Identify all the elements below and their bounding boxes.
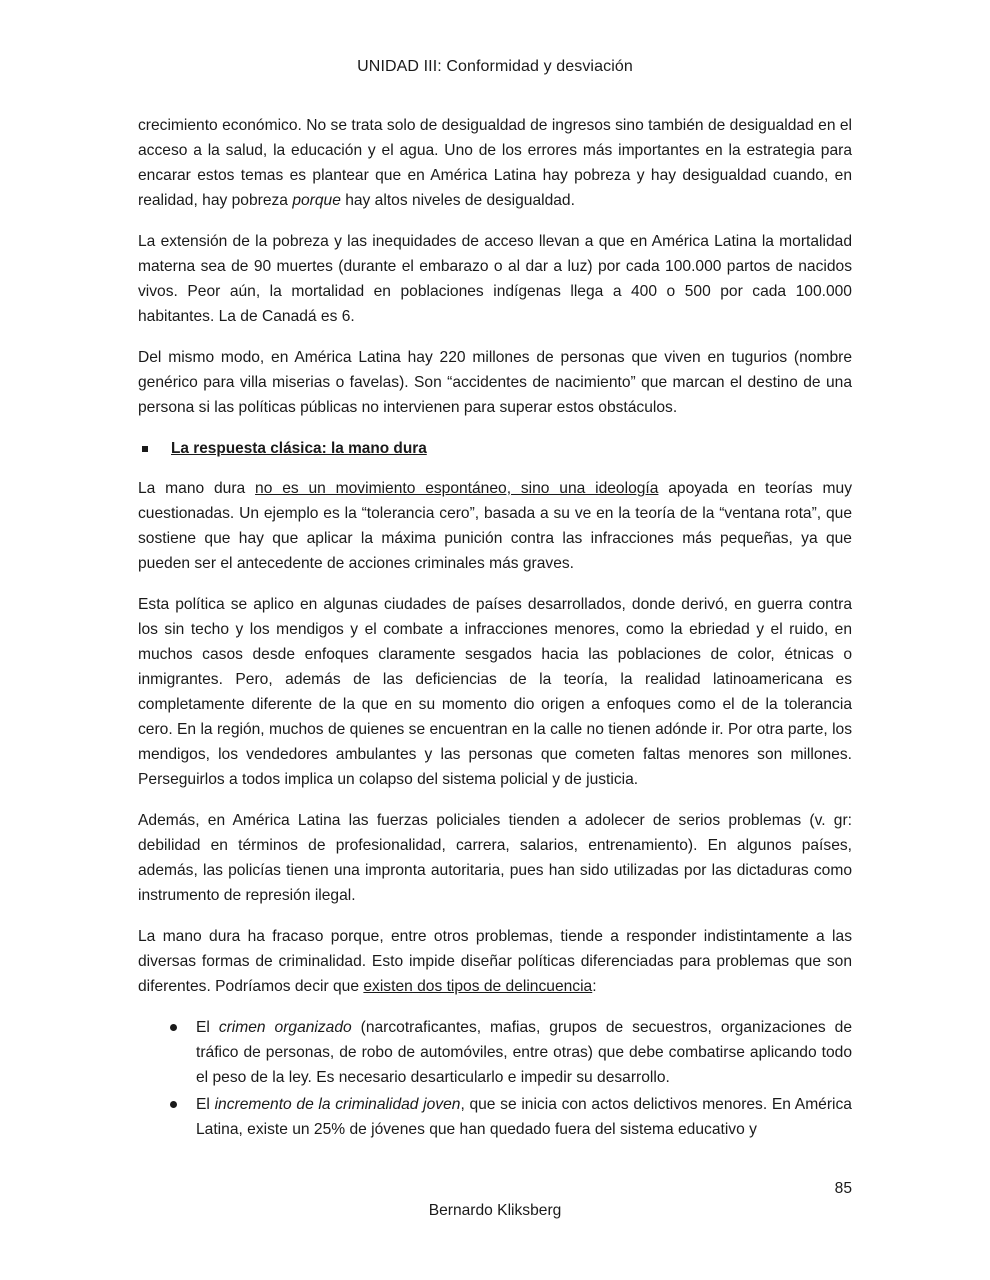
paragraph-4 bbox=[138, 476, 852, 576]
paragraph-7 bbox=[138, 924, 852, 999]
underlined-phrase: existen dos tipos de delincuencia bbox=[363, 978, 593, 995]
section-heading bbox=[138, 436, 852, 461]
emphasis-porque: porque bbox=[292, 192, 341, 209]
list-item bbox=[138, 1015, 852, 1090]
bullet-list bbox=[138, 1015, 852, 1142]
bullet-dot-icon bbox=[170, 1024, 177, 1031]
section-heading-text: La respuesta clásica: la mano dura bbox=[171, 440, 427, 457]
text-span: , que se inicia con actos delictivos menores. En América Latina, existe un 25% de jóvenes que han quedado fuera del sistema educativo y bbox=[196, 1096, 852, 1138]
text-span: El bbox=[196, 1096, 215, 1113]
text-span: apoyada en teorías muy cuestionadas. Un ejemplo es la “tolerancia cero”, basada a su ve en la teoría de la “ventana rota”, que sostiene que hay que aplicar la máxima punición contra las infracciones más pequeñas, ya que pueden ser el antecedente de acciones criminales más graves. bbox=[138, 480, 853, 572]
text-span: La mano dura bbox=[138, 480, 256, 497]
square-bullet-icon bbox=[142, 446, 148, 452]
bullet-dot-icon bbox=[170, 1101, 177, 1108]
paragraph-6: Además, en América Latina las fuerzas policiales tienden a adolecer de serios problemas (v. gr: debilidad en términos de profesionalidad, carrera, salarios, entrenamiento). En algunos países, además, las policías tienen una impronta autoritaria, pues han sido utilizadas por las dictaduras como instrumento de represión ilegal. bbox=[138, 812, 852, 904]
page-number: 85 bbox=[834, 1180, 852, 1197]
running-header: UNIDAD III: Conformidad y desviación bbox=[357, 58, 633, 75]
underlined-phrase: no es un movimiento espontáneo, sino una ideología bbox=[255, 480, 659, 497]
list-item bbox=[138, 1092, 852, 1142]
emphasis-term: incremento de la criminalidad joven bbox=[214, 1096, 461, 1113]
paragraph-3: Del mismo modo, en América Latina hay 220 millones de personas que viven en tugurios (nombre genérico para villa miserias o favelas). Son “accidentes de nacimiento” que marcan el destino de una persona si las políticas públicas no intervienen para superar estos obstáculos. bbox=[138, 349, 852, 416]
paragraph-1 bbox=[138, 113, 852, 213]
text-span: hay altos niveles de desigualdad. bbox=[340, 192, 575, 209]
text-span: (narcotraficantes, mafias, grupos de secuestros, organizaciones de tráfico de personas, de robo de automóviles, entre otras) que debe combatirse aplicando todo el peso de la ley. Es necesario desarticularlo e impedir su desarrollo. bbox=[196, 1019, 852, 1086]
text-span: El bbox=[196, 1019, 219, 1036]
paragraph-5: Esta política se aplico en algunas ciudades de países desarrollados, donde derivó, en guerra contra los sin techo y los mendigos y el combate a infracciones menores, como la ebriedad y el ruido, en muchos casos desde enfoques claramente sesgados hacia las poblaciones de color, étnicas o inmigrantes. Pero, además de las deficiencias de la teoría, la realidad latinoamericana es completamente diferente de la que en su momento dio origen a enfoques como el de la tolerancia cero. En la región, muchos de quienes se encuentran en la calle no tienen adónde ir. Por otra parte, los mendigos, los vendedores ambulantes y las personas que cometen faltas menores son millones. Perseguirlos a todos implica un colapso del sistema policial y de justicia. bbox=[138, 596, 852, 788]
body-text bbox=[138, 113, 852, 1144]
running-footer: Bernardo Kliksberg bbox=[428, 1202, 562, 1219]
paragraph-2: La extensión de la pobreza y las inequidades de acceso llevan a que en América Latina la mortalidad materna sea de 90 muertes (durante el embarazo o al dar a luz) por cada 100.000 partos de nacidos vivos. Peor aún, la mortalidad en poblaciones indígenas llega a 400 o 500 por cada 100.000 habitantes. La de Canadá es 6. bbox=[138, 233, 852, 325]
text-span: La mano dura ha fracaso porque, entre otros problemas, tiende a responder indistintamente a las diversas formas de criminalidad. Esto impide diseñar políticas diferenciadas para problemas que son diferentes. Podríamos decir que bbox=[138, 928, 852, 995]
emphasis-term: crimen organizado bbox=[218, 1019, 352, 1036]
text-span: : bbox=[592, 978, 597, 995]
text-span: crecimiento económico. No se trata solo de desigualdad de ingresos sino también de desigualdad en el acceso a la salud, la educación y el agua. Uno de los errores más importantes en la estrategia para encarar estos temas es plantear que en América Latina hay pobreza y hay desigualdad cuando, en realidad, hay pobreza bbox=[138, 117, 852, 209]
